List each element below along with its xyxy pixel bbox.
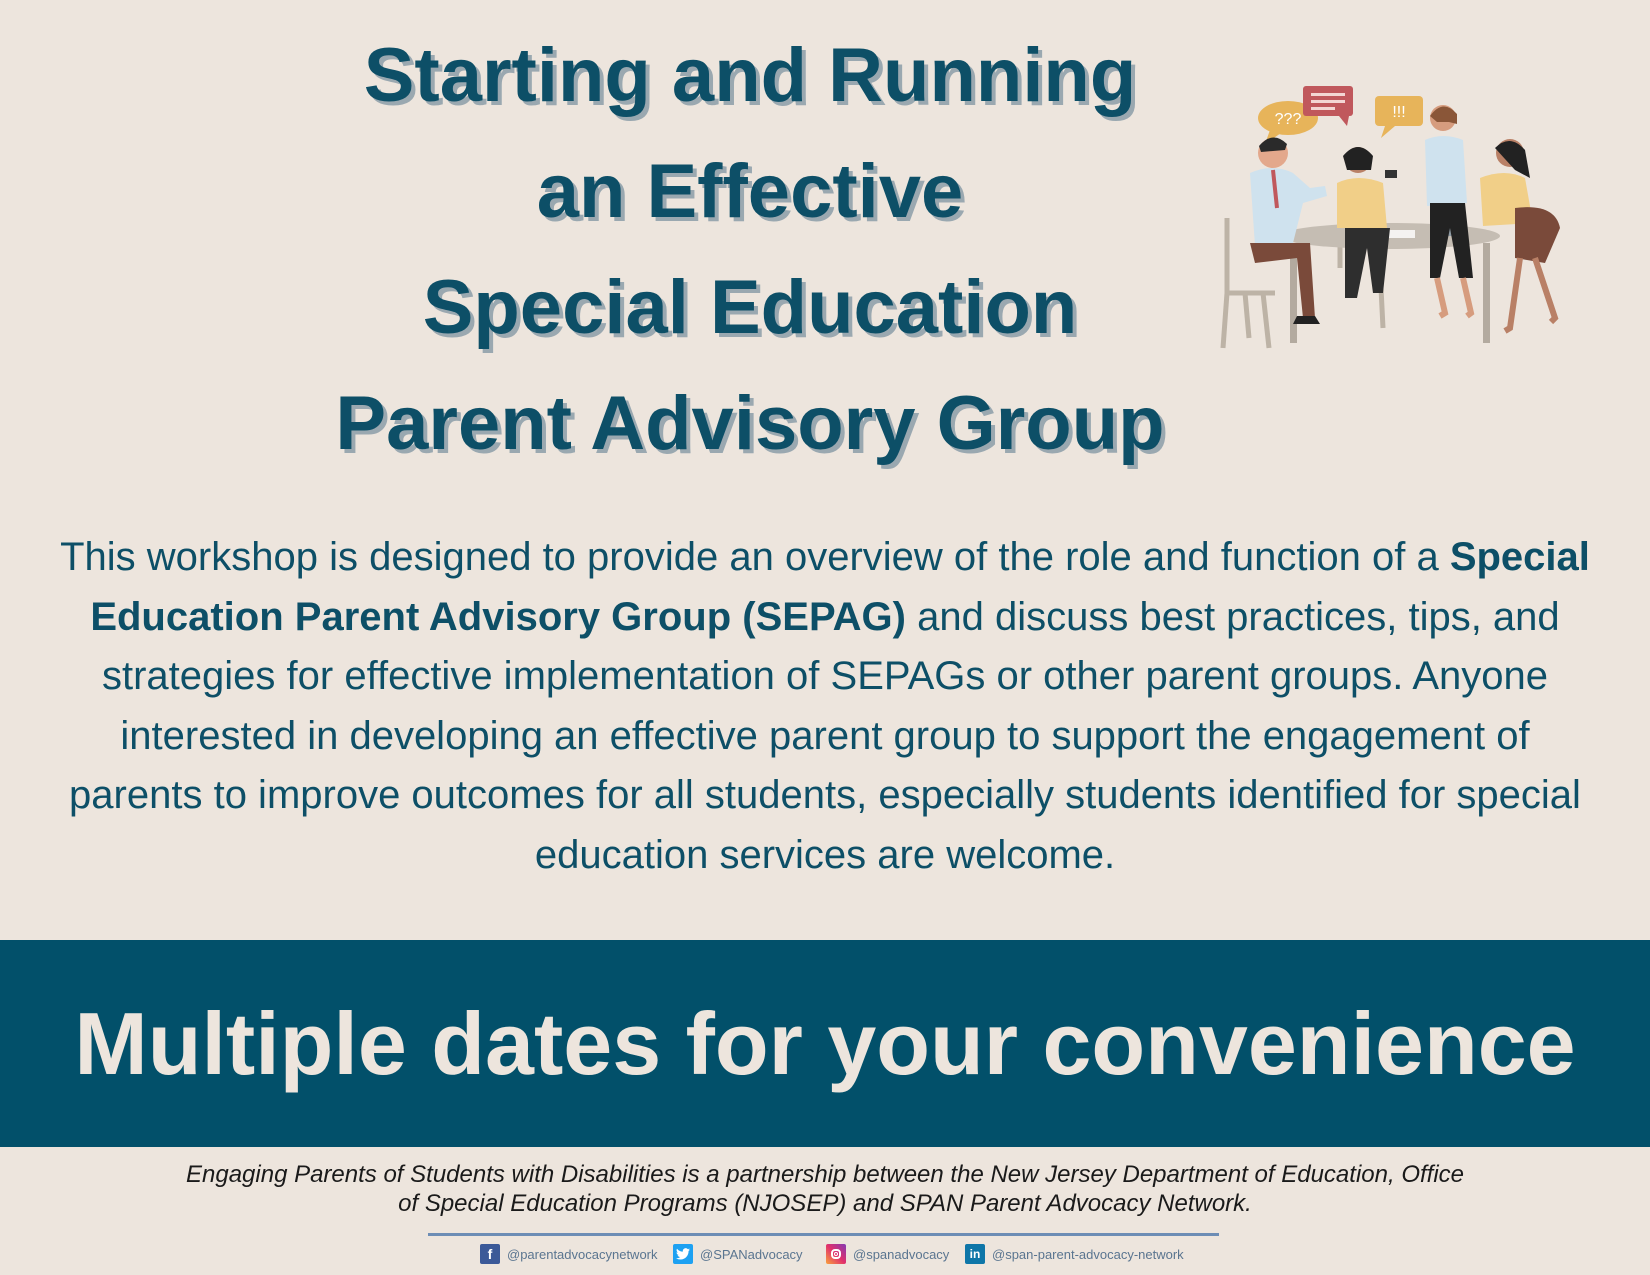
social-links (0, 1243, 1650, 1267)
exclaim-bubble-text: !!! (1392, 104, 1406, 121)
workshop-description (55, 528, 1595, 885)
linkedin-handle: @span-parent-advocacy-network (992, 1246, 1184, 1262)
meeting-illustration (1215, 78, 1580, 368)
title-line-1: Starting and Running (363, 33, 1137, 118)
exclaim-bubble (1375, 96, 1423, 138)
social-twitter[interactable] (673, 1243, 803, 1265)
social-facebook[interactable] (480, 1243, 658, 1265)
dates-banner (0, 940, 1650, 1147)
social-linkedin[interactable] (965, 1243, 1184, 1265)
description-rest: and discuss best practices, tips, and strategies for effective implementation of SEPAGs or other parent groups. Anyone interested in developing an effective parent group to support the engagement of parents to improve outcomes for all students, especially students identified for special education services are welcome. (69, 594, 1581, 877)
instagram-icon (826, 1244, 846, 1264)
description-intro: This workshop is designed to provide an overview of the role and function of a (60, 535, 1439, 579)
sepag-term: Special Education Parent Advisory Group (SEPAG) (90, 535, 1590, 639)
partnership-note: Engaging Parents of Students with Disabilities is a partnership between the New Jersey Department of Education, Office of Special Education Programs (NJOSEP) and SPAN Parent Advocacy Network. (185, 1161, 1464, 1217)
title-line-3: Special Education (422, 265, 1078, 350)
facebook-icon: f (480, 1244, 500, 1264)
facebook-handle: @parentadvocacynetwork (507, 1246, 658, 1262)
title-line-4: Parent Advisory Group (335, 381, 1165, 466)
question-bubble-text: ??? (1274, 111, 1302, 128)
page-title (200, 18, 1300, 482)
twitter-icon (673, 1244, 693, 1264)
footer-divider (428, 1233, 1219, 1236)
linkedin-icon: in (965, 1244, 985, 1264)
instagram-handle: @spanadvocacy (853, 1246, 950, 1262)
social-instagram[interactable] (826, 1243, 949, 1265)
twitter-handle: @SPANadvocacy (700, 1246, 803, 1262)
banner-text: Multiple dates for your convenience (74, 994, 1576, 1093)
title-line-2: an Effective (536, 149, 964, 234)
